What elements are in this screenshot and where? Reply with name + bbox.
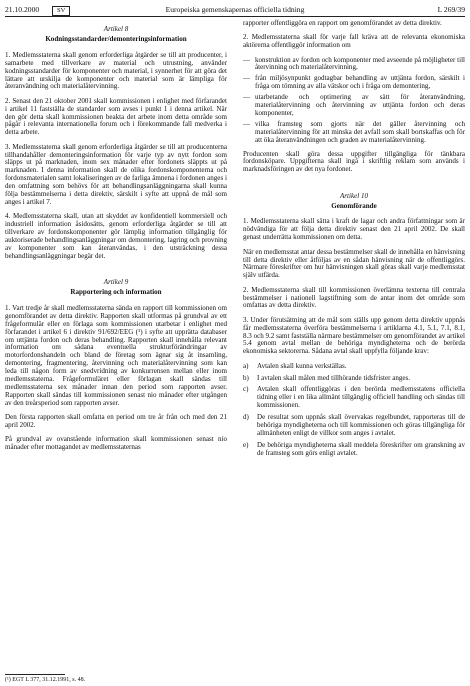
left-column <box>5 20 227 459</box>
paragraph: Producenten skall göra dessa uppgifter tillgängliga för tänkbara fordonsköpare. Uppgifterna skall ingå i skriftlig reklam som används i marknadsföringen av det nya fordonet. <box>243 149 465 174</box>
paragraph: 2. Medlemsstaterna skall till kommissionen överlämna texterna till centrala bestämmelser i nationell lagstiftning som de antar inom det område som omfattas av detta direktiv. <box>243 285 465 310</box>
paragraph: 4. Medlemsstaterna skall, utan att skyddet av konfidentiell kommersiell och industriell information åsidosätts, genom erforderliga åtgärder se till att tillverkare av fordonskomponenter gör lämplig information tillgänglig för auktoriserade behandlingsanläggningar om demontering, lagring och provning av komponenter som kan återanvändas, i den utsträckning dessa behandlingsanläggningar begär det. <box>5 212 227 260</box>
list-item: — från miljösynpunkt godtagbar behandling av uttjänta fordon, särskilt i fråga om tömning av alla vätskor och i fråga om demontering, <box>243 74 465 91</box>
article-10-title: Genomförande <box>331 201 377 210</box>
paragraph: Den första rapporten skall omfatta en period om tre år från och med den 21 april 2002. <box>5 413 227 430</box>
paragraph: 1. Medlemsstaterna skall sätta i kraft de lagar och andra författningar som är nödvändiga för att följa detta direktiv senast den 21 april 2002. De skall genast underrätta kommissionen om detta. <box>243 217 465 242</box>
paragraph: rapporter offentliggöra en rapport om genomförandet av detta direktiv. <box>243 19 442 27</box>
paragraph: 3. Under förutsättning att de mål som ställs upp genom detta direktiv uppnås får medlemsstaterna överföra bestämmelserna i artiklarna 4.1, 5.1, 7.1, 8.1, 8.3 och 9.2 samt fastställa närmare bestämmelser om genomförandet av artikel 5.4 genom avtal mellan de behöriga myndigheterna och de berörda ekonomiska sektorerna. Sådana avtal skall uppfylla följande krav: <box>243 315 465 356</box>
paragraph: 2. Senast den 21 oktober 2001 skall kommissionen i enlighet med förfarandet i artikel 11 fastställa de standarder som avses i punkt 1 i denna artikel. När den gör detta skall kommissionen beakta det arbete inom detta område som pågår i relevanta internationella forum och i förekommande fall medverka i detta arbete. <box>5 96 227 137</box>
article-8-title: Kodningsstandarder/demonteringsinformation <box>45 34 187 43</box>
list-item: — konstruktion av fordon och komponenter med avseende på möjligheter till återvinning och materialåtervinning, <box>243 55 465 72</box>
right-column <box>243 20 465 462</box>
article-9-label: Artikel 9 <box>103 278 129 287</box>
list-item: — utarbetande och optimering av sätt för återanvändning, materialåtervinning och återvinning av uttjänta fordon och deras komponenter, <box>243 93 465 117</box>
list-item: a) Avtalen skall kunna verkställas. <box>243 361 347 370</box>
article-10-label: Artikel 10 <box>340 191 368 200</box>
article-8-label: Artikel 8 <box>103 25 129 33</box>
paragraph: 2. Medlemsstaterna skall för varje fall kräva att de relevanta ekonomiska aktörerna offentliggör information om <box>243 33 465 50</box>
page-number: L 269/39 <box>437 5 465 14</box>
paragraph: 1. Vart tredje år skall medlemsstaterna sända en rapport till kommissionen om genomförandet av detta direktiv. Rapporten skall utformas på grundval av ett frågeformulär eller en förlaga som kommissionen utarbetar i enlighet med förfarandet i artikel 6 i direktiv 91/692/EEG (¹) i syfte att upprätta databaser om uttjänta fordon och deras behandling. Rapporten skall innehålla relevant information om sådana eventuella strukturförändringar av motorfordonshandeln och bland de företag som ägnar sig åt insamling, demontering, fragmentering, återvinning och materialåtervinning som kan leda till någon form av snedvridning av konkurrensen mellan eller inom medlemsstaterna. Frågeformuläret eller förlagan skall sändas till medlemsstaterna sex månader innan den period som rapporten avser. Rapporten skall sändas till kommissionen senast nio månader efter utgången av den treårsperiod som rapporten avser. <box>5 303 227 407</box>
footnote: (¹) EGT L 377, 31.12.1991, s. 48. <box>5 677 86 683</box>
list-item: e) De behöriga myndigheterna skall meddela föreskrifter om granskning av de framsteg som görs enligt avtalet. <box>243 440 465 457</box>
page-header <box>5 3 465 17</box>
article-9-title: Rapportering och information <box>70 288 162 297</box>
header-rule <box>5 16 465 17</box>
footnote-rule <box>5 674 65 675</box>
list-item: c) Avtalen skall offentliggöras i den berörda medlemsstatens officiella tidning eller i en lika allmänt tillgänglig officiell handling och sändas till kommissionen. <box>243 385 465 410</box>
journal-title: Europeiska gemenskapernas officiella tidning <box>165 5 305 14</box>
paragraph: 1. Medlemsstaterna skall genom erforderliga åtgärder se till att producenter, i samarbete med tillverkare av material och utrustning, använder kodningsstandarder för komponenter och material, i synnerhet för att göra det lättare att urskilja de komponenter och material som är lämpliga för återanvändning och materialåtervinning. <box>5 50 227 91</box>
list-item: b) I avtalen skall målen med tillhörande tidsfrister anges. <box>243 373 411 382</box>
paragraph: 3. Medlemsstaterna skall genom erforderliga åtgärder se till att producenterna tillhandahåller demonteringsinformation för varje typ av nytt fordon som släpps ut på marknaden, inom sex månader efter fordonets släppts ut på marknaden. I denna information skall de olika fordonskomponenterna och fordonsmaterialen samt lokaliseringen av de farliga ämnena i fordonen anges i den omfattning som behövs för att behandlingsanläggningarna skall kunna följa bestämmelserna i detta direktiv, särskilt i syfte att uppnå de mål som anges i artikel 7. <box>5 142 227 206</box>
language-badge: SV <box>52 6 70 16</box>
list-item: — vilka framsteg som gjorts när det gäller återvinning och materialåtervinning för att minska det avfall som skall bortskaffas och för att öka återanvändningen och graden av materialåtervinning. <box>243 119 465 144</box>
paragraph: När en medlemsstat antar dessa bestämmelser skall de innehålla en hänvisning till detta direktiv eller åtföljas av en sådan hänvisning när de offentliggörs. Närmare föreskrifter om hur hänvisningen skall göras skall varje medlemsstat själv utfärda. <box>243 247 465 280</box>
paragraph: På grundval av ovanstående information skall kommissionen senast nio månader efter mottagandet av medlemsstaternas <box>5 435 227 452</box>
list-item: d) De resultat som uppnås skall övervakas regelbundet, rapporteras till de behöriga myndigheterna och till kommissionen och göras tillgängliga för allmänheten enligt de villkor som anges i avtalet. <box>243 413 465 437</box>
issue-date: 21.10.2000 <box>5 5 40 14</box>
